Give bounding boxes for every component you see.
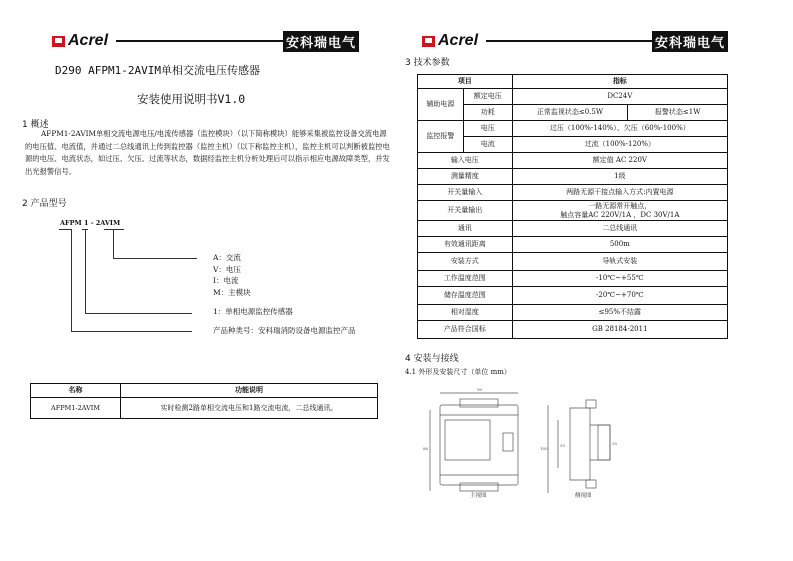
spec-row xyxy=(418,221,728,237)
spec-row xyxy=(418,169,728,185)
model-underline xyxy=(59,229,71,230)
section-2-heading: 2 产品型号 xyxy=(22,199,67,209)
spec-label: 开关量输入 xyxy=(418,185,513,201)
section-4-heading: 4 安装与接线 xyxy=(405,354,459,364)
alarm-current-label: 电流 xyxy=(463,137,512,153)
header-rule xyxy=(116,40,284,42)
spec-value: 额定值 AC 220V xyxy=(512,153,727,169)
spec-label: 产品符合国标 xyxy=(418,321,513,339)
alarm-voltage-value: 过压（100%-140%）、欠压（60%-100%） xyxy=(512,121,727,137)
logo-mark-icon xyxy=(52,36,65,47)
model-code xyxy=(60,219,120,227)
spec-row xyxy=(418,287,728,305)
model-part: AFPM xyxy=(60,219,82,227)
spec-label: 测量精度 xyxy=(418,169,513,185)
rated-voltage-label: 额定电压 xyxy=(463,89,512,105)
logo-mark-icon xyxy=(422,36,435,47)
alarm-voltage-label: 电压 xyxy=(463,121,512,137)
spec-value: ≤95%不结露 xyxy=(512,305,727,321)
section-4-1-heading: 4.1 外形及安装尺寸（单位 mm） xyxy=(405,368,511,376)
spec-row xyxy=(418,253,728,271)
spec-row xyxy=(418,153,728,169)
spec-value: 500m xyxy=(512,237,727,253)
acrel-logo xyxy=(52,32,108,50)
connector-line xyxy=(71,229,72,331)
header-rule xyxy=(486,40,653,42)
dim-height: 86 xyxy=(423,446,429,451)
connector-line xyxy=(85,229,86,313)
table-row xyxy=(31,398,378,419)
rail-clip xyxy=(598,425,610,460)
legend-type: 产品种类号：安科瑞消防设备电源监控产品 xyxy=(213,326,356,335)
dimension-drawing xyxy=(420,385,630,500)
spec-value: 导轨式安装 xyxy=(512,253,727,271)
spec-row xyxy=(418,237,728,253)
connector-line xyxy=(113,229,114,258)
top-terminals xyxy=(460,399,498,407)
overview-paragraph: AFPM1-2AVIM单相交流电源电压/电流传感器（监控模块）（以下简称模块）能够采集被监控设备交流电源的电压值、电流值，并通过二总线通讯上传到监控器（监控主机）（以下称监控主机），监控主机可以判断被监控电源的电压、电流状态，如过压、欠压、过流等状态，数据经监控主机分析处理后可以指示相应电源故障类型，并发出光报警信号。 xyxy=(25,129,390,176)
cell-function: 实时检测2路单相交流电压和1路交流电流，二总线通讯。 xyxy=(121,398,378,419)
front-body xyxy=(440,405,518,485)
front-panel xyxy=(445,420,490,460)
th-function: 功能说明 xyxy=(121,384,378,398)
dim-side-height: 105 xyxy=(540,446,548,451)
power-label: 功耗 xyxy=(463,105,512,121)
model-part: - xyxy=(90,219,94,227)
legend-item: A：交流 xyxy=(213,253,241,262)
spec-table xyxy=(417,74,728,339)
legend-item: M：主模块 xyxy=(213,287,251,297)
spec-value: 二总线通讯 xyxy=(512,221,727,237)
legend-phase: 1：单相电源监控传感器 xyxy=(213,307,293,316)
alarm-label: 监控报警 xyxy=(418,121,464,153)
cell-name: AFPM1-2AVIM xyxy=(31,398,121,419)
logo-text: Acrel xyxy=(438,32,479,49)
dim-side-rail: 35 xyxy=(612,441,618,446)
th-item: 项目 xyxy=(418,75,513,89)
doc-title: D290 AFPM1-2AVIM单相交流电压传感器 xyxy=(55,64,260,77)
front-connector xyxy=(503,433,513,451)
model-part: 2AVIM xyxy=(95,219,121,227)
brand-label: 安科瑞电气 xyxy=(652,31,728,52)
connector-line xyxy=(71,331,192,332)
doc-subtitle: 安装使用说明书V1.0 xyxy=(137,92,246,106)
function-table xyxy=(30,383,378,419)
spec-value: 两路无源干接点输入方式:内置电源 xyxy=(512,185,727,201)
rated-voltage-value: DC24V xyxy=(512,89,727,105)
model-legend xyxy=(213,252,251,298)
spec-label: 开关量输出 xyxy=(418,201,513,221)
spec-label: 工作温度范围 xyxy=(418,271,513,287)
th-name: 名称 xyxy=(31,384,121,398)
spec-value: -20℃~+70℃ xyxy=(512,287,727,305)
section-3-heading: 3 技术参数 xyxy=(405,58,450,68)
spec-value: 1级 xyxy=(512,169,727,185)
th-spec: 指标 xyxy=(512,75,727,89)
model-part: 1 xyxy=(84,219,89,227)
spec-label: 通讯 xyxy=(418,221,513,237)
spec-label: 有效通讯距离 xyxy=(418,237,513,253)
spec-row xyxy=(418,321,728,339)
power-alarm: 报警状态≤1W xyxy=(628,105,728,121)
section-1-heading: 1 概述 xyxy=(22,120,49,130)
spec-row xyxy=(418,201,728,221)
spec-value: -10℃~+55℃ xyxy=(512,271,727,287)
connector-line xyxy=(113,258,197,259)
spec-value: GB 28184-2011 xyxy=(512,321,727,339)
spec-row xyxy=(418,185,728,201)
spec-label: 储存温度范围 xyxy=(418,287,513,305)
dim-side-inner: 53 xyxy=(560,443,566,448)
bottom-terminals xyxy=(460,483,498,491)
brand-label: 安科瑞电气 xyxy=(283,31,359,52)
spec-row xyxy=(418,271,728,287)
aux-power-label: 辅助电源 xyxy=(418,89,464,121)
front-view-caption: 主视图 xyxy=(470,493,487,499)
spec-value: 一路无源常开触点， 触点容量AC 220V/1A ，DC 30V/1A xyxy=(512,201,727,221)
model-underline xyxy=(104,229,124,230)
side-view-caption: 侧视图 xyxy=(575,493,592,499)
spec-label: 相对湿度 xyxy=(418,305,513,321)
spec-row xyxy=(418,305,728,321)
side-body xyxy=(570,408,610,480)
acrel-logo-right xyxy=(422,32,478,50)
logo-text: Acrel xyxy=(68,32,109,49)
connector-line xyxy=(85,313,192,314)
dim-width: 90 xyxy=(477,387,483,392)
spec-label: 安装方式 xyxy=(418,253,513,271)
power-normal: 正常监视状态≤0.5W xyxy=(512,105,628,121)
legend-item: V：电压 xyxy=(213,264,241,274)
spec-label: 输入电压 xyxy=(418,153,513,169)
legend-item: I：电流 xyxy=(213,276,239,285)
alarm-current-value: 过流（100%-120%） xyxy=(512,137,727,153)
